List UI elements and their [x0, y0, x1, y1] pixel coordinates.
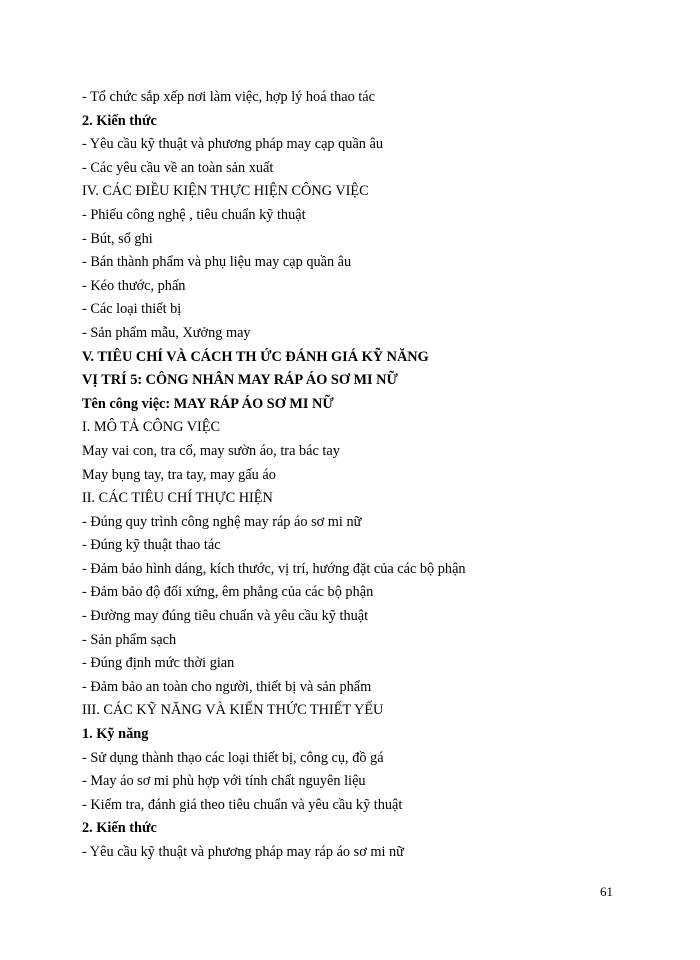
text-line: - Bán thành phẩm và phụ liệu may cạp quần âu	[82, 254, 352, 271]
heading-line: VỊ TRÍ 5: CÔNG NHÂN MAY RÁP ÁO SƠ MI NỮ	[82, 372, 398, 389]
heading-line: 1. Kỹ năng	[82, 726, 149, 743]
text-line: - Sản phẩm sạch	[82, 631, 177, 648]
document-body	[82, 86, 642, 865]
text-line: - Kiểm tra, đánh giá theo tiêu chuẩn và yêu cầu kỹ thuật	[82, 796, 403, 813]
text-line: - Kéo thước, phấn	[82, 277, 186, 294]
heading-line: 2. Kiến thức	[82, 112, 157, 129]
text-line: II. CÁC TIÊU CHÍ THỰC HIỆN	[82, 490, 273, 507]
text-line: - Đảm bảo hình dáng, kích thước, vị trí, hướng đặt của các bộ phận	[82, 560, 466, 577]
text-line: - Tổ chức sắp xếp nơi làm việc, hợp lý hoá thao tác	[82, 89, 375, 105]
text-line: - Các yêu cầu về an toàn sản xuất	[82, 159, 274, 176]
text-line: - Bút, sổ ghi	[82, 230, 153, 247]
text-line: - Đảm bảo an toàn cho người, thiết bị và sản phẩm	[82, 678, 372, 695]
text-line: - Yêu cầu kỹ thuật và phương pháp may cạp quần âu	[82, 136, 384, 153]
text-line: - Đúng kỹ thuật thao tác	[82, 537, 221, 554]
text-line: IV. CÁC ĐIỀU KIỆN THỰC HIỆN CÔNG VIỆC	[82, 183, 369, 200]
page-number: 61	[600, 884, 613, 899]
text-line: - Các loại thiết bị	[82, 301, 182, 318]
text-line: May vai con, tra cổ, may sườn áo, tra bác tay	[82, 442, 340, 459]
text-line: - Đúng định mức thời gian	[82, 655, 235, 672]
heading-line: Tên công việc: MAY RÁP ÁO SƠ MI NỮ	[82, 395, 334, 412]
text-line: - Phiếu công nghệ , tiêu chuẩn kỹ thuật	[82, 206, 306, 223]
text-line: - Đảm bảo độ đối xứng, êm phẳng của các bộ phận	[82, 584, 374, 601]
text-line: - Yêu cầu kỹ thuật và phương pháp may ráp áo sơ mi nữ	[82, 844, 404, 860]
text-line: - Đường may đúng tiêu chuẩn và yêu cầu kỹ thuật	[82, 608, 369, 625]
text-line: - May áo sơ mi phù hợp với tính chất nguyên liệu	[82, 773, 366, 790]
text-line: - Sử dụng thành thạo các loại thiết bị, công cụ, đồ gá	[82, 749, 384, 766]
heading-line: 2. Kiến thức	[82, 820, 157, 837]
text-line: - Đúng quy trình công nghệ may ráp áo sơ mi nữ	[82, 513, 362, 530]
text-line: III. CÁC KỸ NĂNG VÀ KIẾN THỨC THIẾT YẾU	[82, 702, 384, 719]
heading-line: V. TIÊU CHÍ VÀ CÁCH TH ỨC ĐÁNH GIÁ KỸ NĂNG	[82, 348, 429, 365]
text-line: May bụng tay, tra tay, may gấu áo	[82, 466, 276, 483]
text-line: - Sản phẩm mẫu, Xưởng may	[82, 324, 251, 341]
text-line: I. MÔ TẢ CÔNG VIỆC	[82, 419, 221, 436]
